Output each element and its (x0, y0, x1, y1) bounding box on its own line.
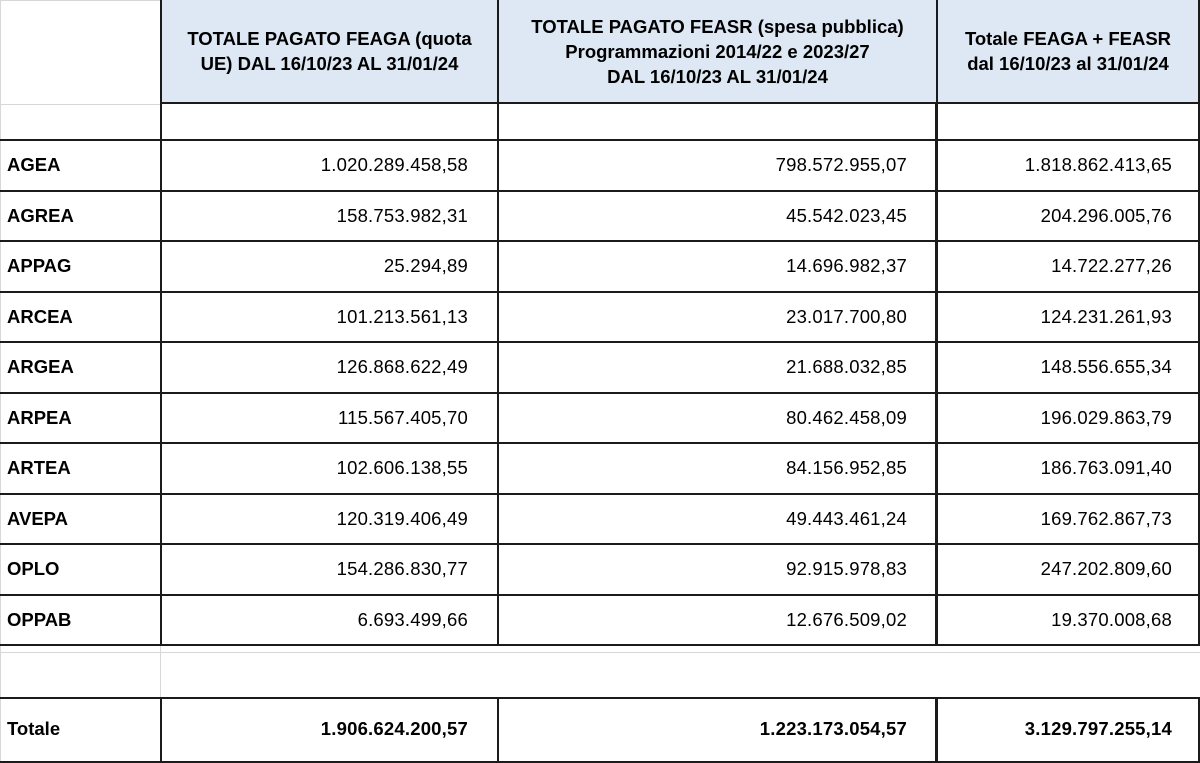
row-label-arpea: ARPEA (7, 407, 72, 429)
cell-feaga: 1.020.289.458,58 (320, 154, 468, 176)
cell-feaga: 120.319.406,49 (336, 508, 468, 530)
cell-feaga: 126.868.622,49 (336, 356, 468, 378)
header-total-line-1: Totale FEAGA + FEASR (964, 28, 1172, 49)
cell-feasr: 49.443.461,24 (786, 508, 907, 530)
cell-total: 1.818.862.413,65 (1024, 154, 1172, 176)
row-label-argea: ARGEA (7, 356, 74, 378)
cell-total: 19.370.008,68 (1051, 609, 1172, 631)
cell-total: 14.722.277,26 (1051, 255, 1172, 277)
cell-feasr: 45.542.023,45 (786, 205, 907, 227)
cell-feaga: 6.693.499,66 (357, 609, 468, 631)
cell-total: 124.231.261,93 (1040, 306, 1172, 328)
cell-feasr: 80.462.458,09 (786, 407, 907, 429)
gridline-horizontal (0, 104, 160, 105)
cell-total: 186.763.091,40 (1040, 457, 1172, 479)
cell-feaga: 102.606.138,55 (336, 457, 468, 479)
total-feasr: 1.223.173.054,57 (759, 718, 907, 740)
cell-feasr: 84.156.952,85 (786, 457, 907, 479)
header-feasr (497, 0, 938, 104)
row-label-artea: ARTEA (7, 457, 71, 479)
cell-feaga: 154.286.830,77 (336, 558, 468, 580)
header-total (936, 0, 1200, 104)
cell-feaga: 115.567.405,70 (337, 407, 468, 429)
gridline-horizontal (0, 652, 1200, 653)
cell-total: 148.556.655,34 (1040, 356, 1172, 378)
row-label-appag: APPAG (7, 255, 72, 277)
cell-feasr: 21.688.032,85 (786, 356, 907, 378)
cell-total: 196.029.863,79 (1040, 407, 1172, 429)
cell-feasr: 12.676.509,02 (786, 609, 907, 631)
cell-feaga: 101.213.561,13 (336, 306, 468, 328)
row-label-arcea: ARCEA (7, 306, 73, 328)
cell-feasr: 798.572.955,07 (775, 154, 907, 176)
cell-feaga: 158.753.982,31 (336, 205, 468, 227)
gridline-horizontal (0, 0, 160, 1)
row-label-avepa: AVEPA (7, 508, 68, 530)
header-feaga-line-2: UE) DAL 16/10/23 AL 31/01/24 (200, 53, 459, 74)
cell-total: 169.762.867,73 (1040, 508, 1172, 530)
total-feaga: 1.906.624.200,57 (320, 718, 468, 740)
cell-total: 247.202.809,60 (1040, 558, 1172, 580)
row-label-oplo: OPLO (7, 558, 60, 580)
cell-feasr: 14.696.982,37 (786, 255, 907, 277)
header-feasr-line-2: Programmazioni 2014/22 e 2023/27 (565, 40, 870, 62)
header-feasr-line-1: TOTALE PAGATO FEASR (spesa pubblica) (531, 15, 904, 37)
row-label-oppab: OPPAB (7, 609, 72, 631)
header-total-line-2: dal 16/10/23 al 31/01/24 (967, 53, 1169, 74)
row-label-agrea: AGREA (7, 205, 74, 227)
header-feaga-line-1: TOTALE PAGATO FEAGA (quota (187, 28, 472, 49)
cell-total: 204.296.005,76 (1040, 205, 1172, 227)
cell-feasr: 92.915.978,83 (786, 558, 907, 580)
cell-feasr: 23.017.700,80 (786, 306, 907, 328)
header-feaga (160, 0, 499, 104)
header-feasr-line-3: DAL 16/10/23 AL 31/01/24 (607, 65, 828, 87)
total-total: 3.129.797.255,14 (1024, 718, 1172, 740)
totals-label: Totale (7, 718, 61, 740)
row-label-agea: AGEA (7, 154, 61, 176)
cell-feaga: 25.294,89 (383, 255, 468, 277)
